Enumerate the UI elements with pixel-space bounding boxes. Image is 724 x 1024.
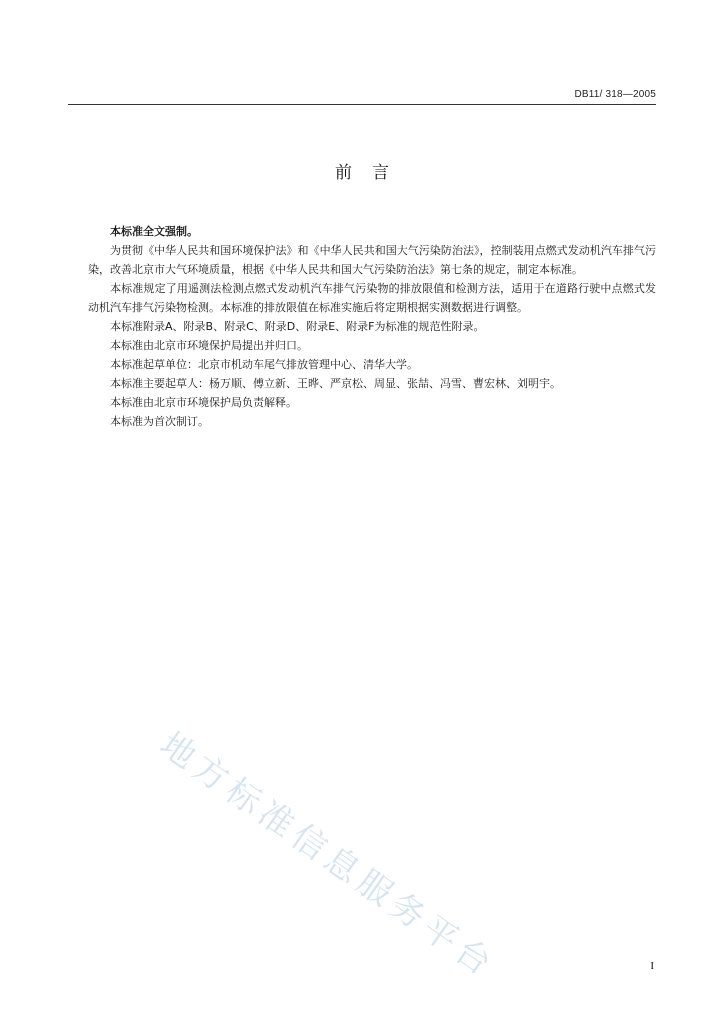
paragraph-first-edition: 本标准为首次制订。	[110, 415, 209, 428]
paragraph-appendices: 本标准附录A、附录B、附录C、附录D、附录E、附录F为标准的规范性附录。	[110, 320, 485, 333]
paragraph-scope: 本标准规定了用遥测法检测点燃式发动机汽车排气污染物的排放限值和检测方法，适用于在道路行驶中点燃式发动机汽车排气污染物检测。本标准的排放限值在标准实施后将定期根据实测数据进行调整。	[88, 282, 656, 314]
foreword-body	[88, 222, 656, 431]
paragraph-drafting-units: 本标准起草单位：北京市机动车尾气排放管理中心、清华大学。	[110, 358, 418, 371]
paragraph-mandatory: 本标准全文强制。	[110, 225, 198, 238]
header-rule	[68, 104, 656, 105]
paragraph-interpretation: 本标准由北京市环境保护局负责解释。	[110, 396, 297, 409]
page-title: 前言	[335, 163, 409, 183]
paragraph-proposer: 本标准由北京市环境保护局提出并归口。	[110, 339, 308, 352]
watermark-stamp: 地方标准信息服务平台	[152, 724, 504, 987]
paragraph-drafters: 本标准主要起草人：杨万顺、傅立新、王晔、严京松、周显、张喆、冯雪、曹宏林、刘明宇。	[110, 377, 561, 390]
paragraph-purpose: 为贯彻《中华人民共和国环境保护法》和《中华人民共和国大气污染防治法》，控制装用点燃式发动机汽车排气污染，改善北京市大气环境质量，根据《中华人民共和国大气污染防治法》第七条的规定，制定本标准。	[88, 244, 656, 276]
standard-code: DB11/ 318—2005	[574, 89, 656, 100]
page-number: I	[650, 960, 654, 972]
